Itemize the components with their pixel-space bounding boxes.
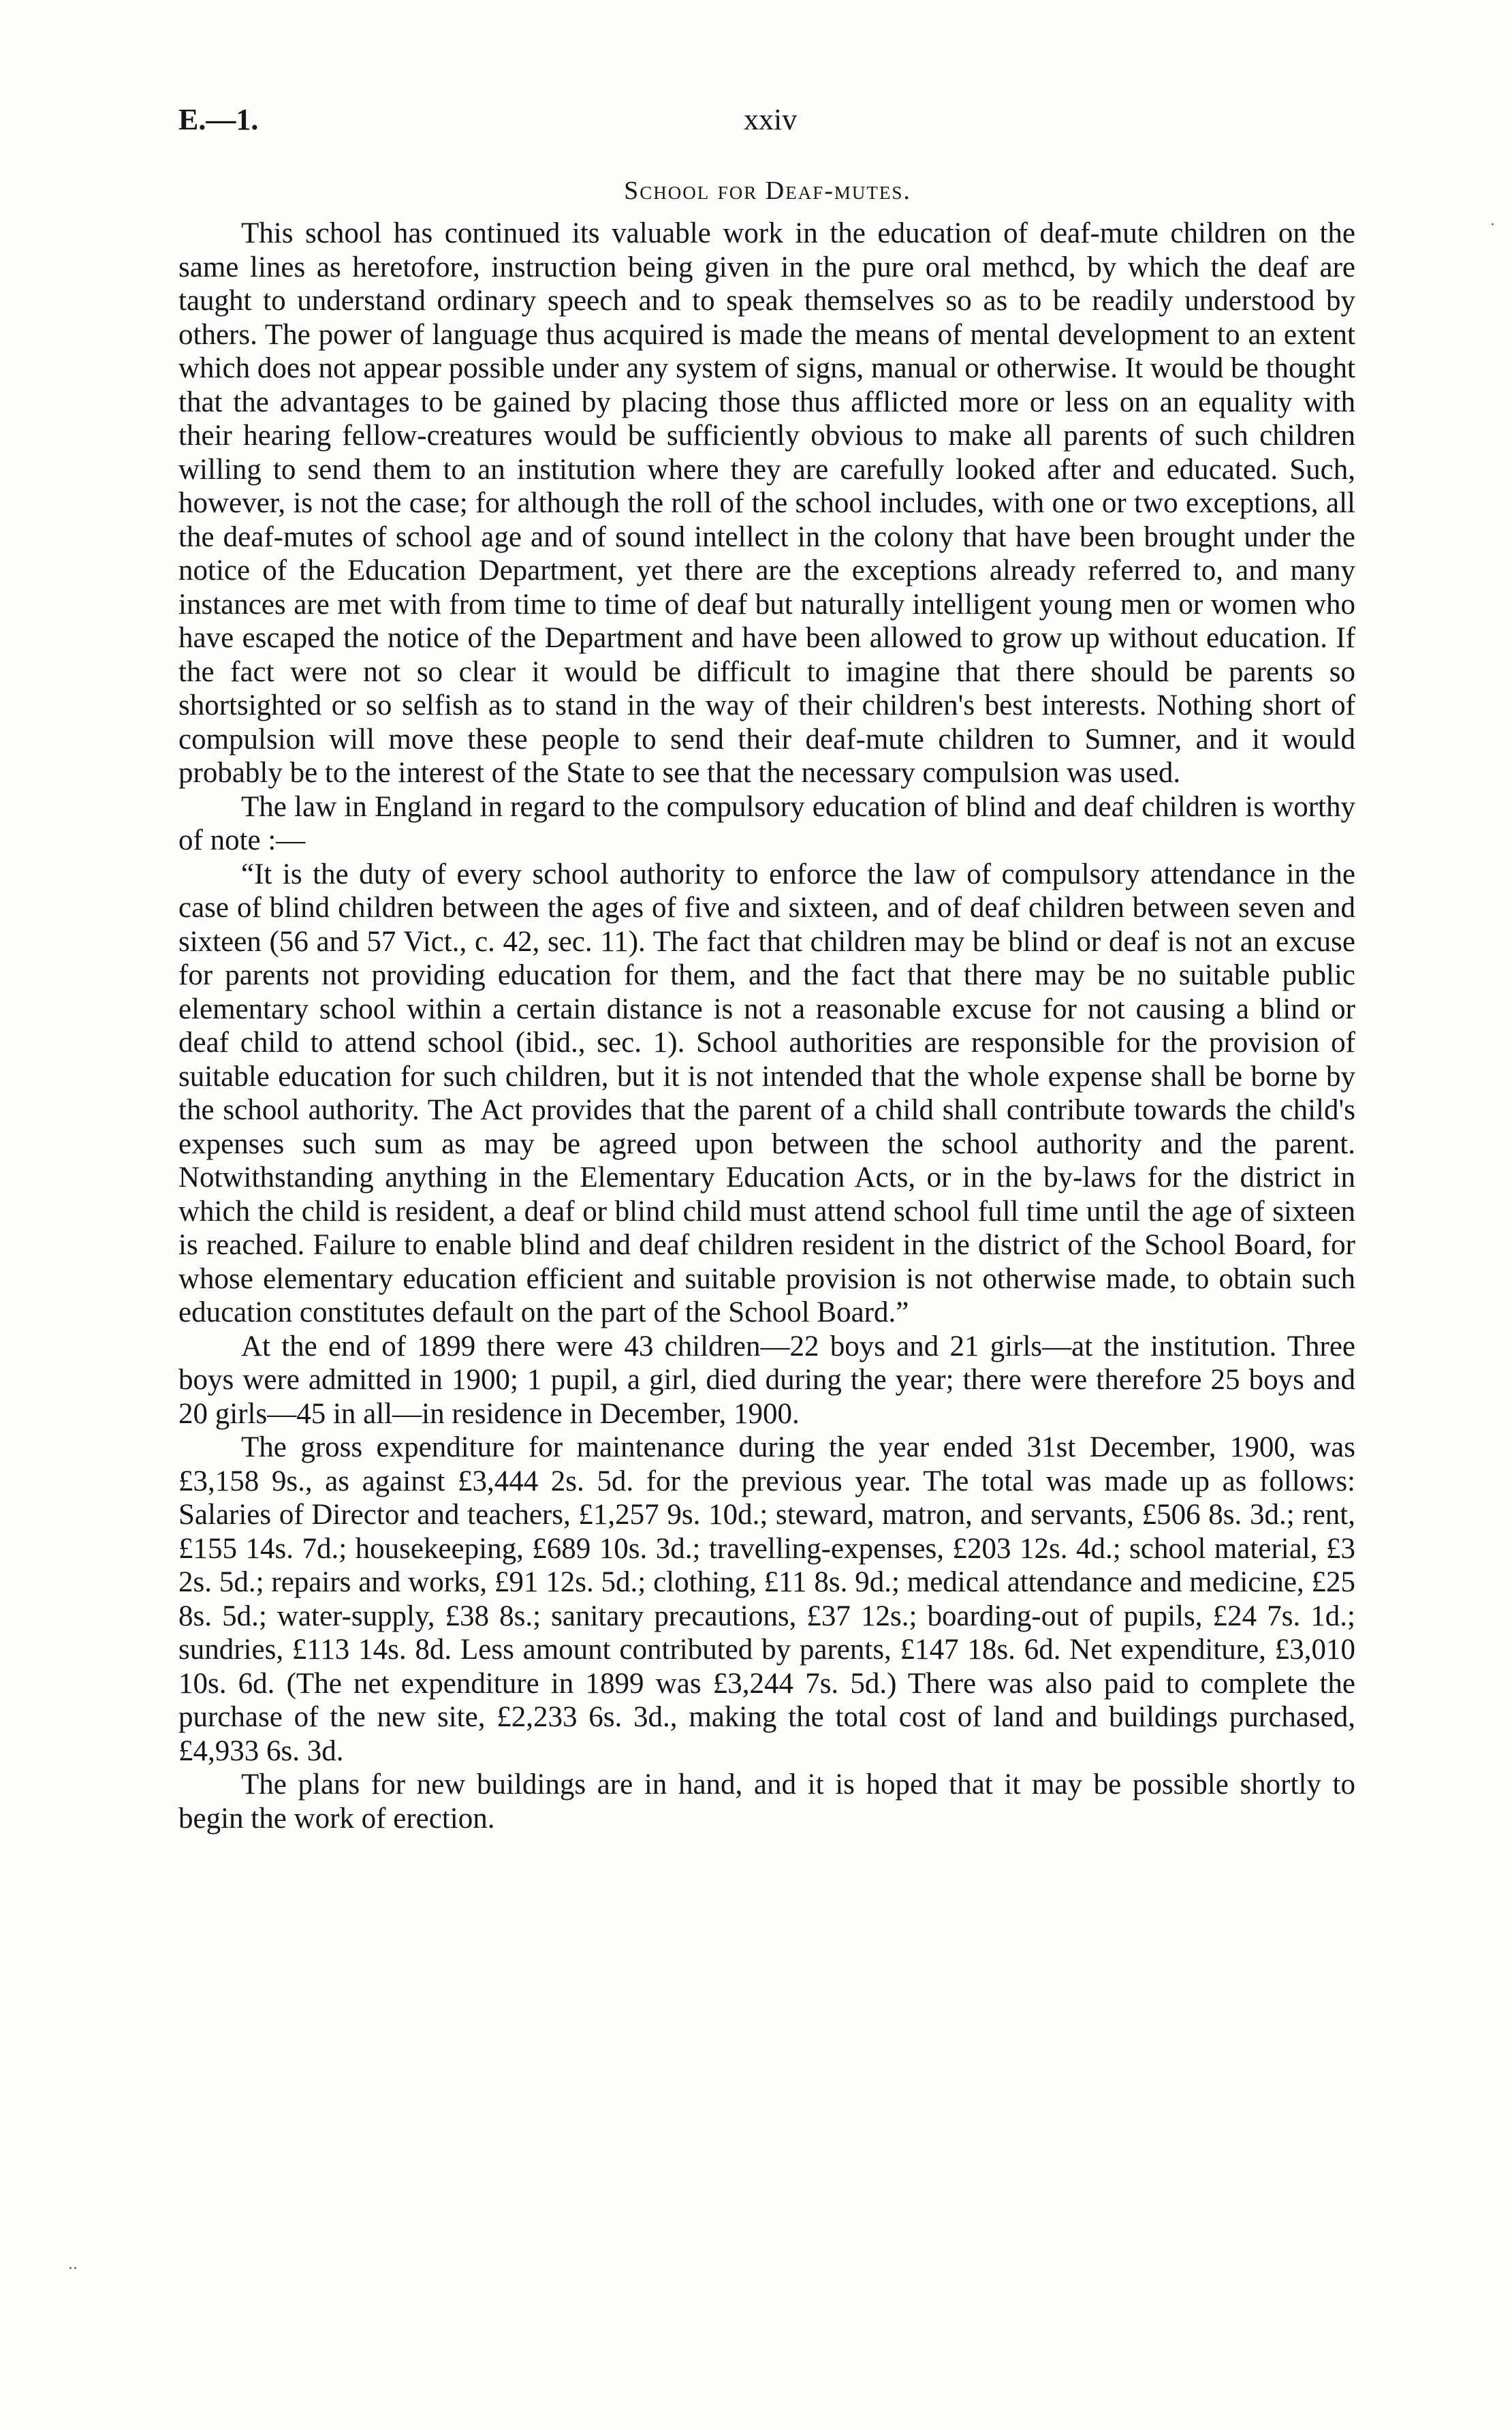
document-reference: E.—1. [178, 103, 259, 136]
scan-speck: · [1490, 217, 1495, 234]
paragraph-expenditure: The gross expenditure for maintenance during the year ended 31st December, 1900, was £3,158 9s., as against £3,444 2s. 5d. for the previous year. The total was made up as follows: Salaries of Director and teachers, £1,257 9s. 10d.; steward, matron, and servants, £506 8s. 3d.; rent, £155 14s. 7d.; housekeeping, £689 10s. 3d.; travelling-expenses, £203 12s. 4d.; school material, £3 2s. 5d.; repairs and works, £91 12s. 5d.; clothing, £11 8s. 9d.; medical attendance and medicine, £25 8s. 5d.; water-supply, £38 8s.; sanitary precautions, £37 12s.; boarding-out of pupils, £24 7s. 1d.; sundries, £113 14s. 8d. Less amount contributed by parents, £147 18s. 6d. Net expenditure, £3,010 10s. 6d. (The net expenditure in 1899 was £3,244 7s. 5d.) There was also paid to complete the purchase of the new site, £2,233 6s. 3d., making the total cost of land and buildings purchased, £4,933 6s. 3d. [178, 1431, 1355, 1767]
section-title: School for Deaf-mutes. [624, 176, 911, 205]
scan-speck: ·· [68, 2260, 78, 2277]
paragraph-quoted-law: “It is the duty of every school authority to enforce the law of compulsory attendance in the case of blind children between the ages of five and sixteen, and of deaf children between seven and sixteen (56 and 57 Vict., c. 42, sec. 11). The fact that children may be blind or deaf is not an excuse for parents not providing education for them, and the fact that there may be no suitable public elementary school within a certain distance is not a reasonable excuse for not causing a blind or deaf child to attend school (ibid., sec. 1). School authorities are responsible for the provision of suitable education for such children, but it is not intended that the whole expense shall be borne by the school authority. The Act provides that the parent of a child shall contribute towards the child's expenses such sum as may be agreed upon between the school authority and the parent. Notwithstanding anything in the Elementary Education Acts, or in the by-laws for the district in which the child is resident, a deaf or blind child must attend school full time until the age of sixteen is reached. Failure to enable blind and deaf children resident in the district of the School Board, for whose elementary education efficient and suitable provision is not otherwise made, to obtain such education constitutes default on the part of the School Board.” [178, 858, 1355, 1328]
running-header [178, 102, 1357, 143]
paragraph-school-overview: This school has continued its valuable work in the education of deaf-mute children on the same lines as heretofore, instruction being given in the pure oral methcd, by which the deaf are taught to understand ordinary speech and to speak themselves so as to be readily understood by others. The power of language thus acquired is made the means of mental development to an extent which does not appear possible under any system of signs, manual or otherwise. It would be thought that the advantages to be gained by placing those thus afflicted more or less on an equality with their hearing fellow-creatures would be sufficiently obvious to make all parents of such children willing to send them to an institution where they are carefully looked after and educated. Such, however, is not the case; for although the roll of the school includes, with one or two exceptions, all the deaf-mutes of school age and of sound intellect in the colony that have been brought under the notice of the Education Department, yet there are the exceptions already referred to, and many instances are met with from time to time of deaf but naturally intelligent young men or women who have escaped the notice of the Department and have been allowed to grow up without education. If the fact were not so clear it would be difficult to imagine that there should be parents so shortsighted or so selfish as to stand in the way of their children's best interests. Nothing short of compulsion will move these people to send their deaf-mute children to Sumner, and it would probably be to the interest of the State to see that the necessary compulsion was used. [178, 217, 1355, 789]
page-number: xxiv [744, 103, 798, 136]
paragraph-new-buildings: The plans for new buildings are in hand, and it is hoped that it may be possible shortly to begin the work of erection. [178, 1769, 1355, 1835]
body-text [178, 217, 1355, 1835]
paragraph-attendance: At the end of 1899 there were 43 children—22 boys and 21 girls—at the institution. Three boys were admitted in 1900; 1 pupil, a girl, died during the year; there were therefore 25 boys and 20 girls—45 in all—in residence in December, 1900. [178, 1330, 1355, 1430]
paragraph-law-in-england: The law in England in regard to the compulsory education of blind and deaf children is worthy of note :— [178, 790, 1355, 856]
